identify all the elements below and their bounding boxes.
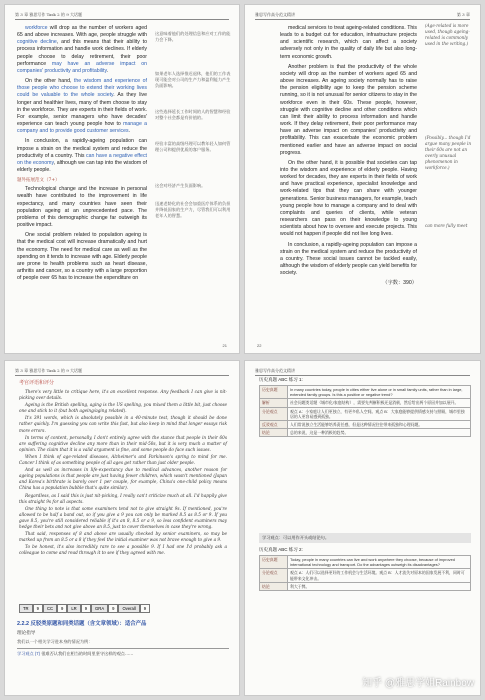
essay-paragraph (17, 25, 147, 75)
row-cell: 观点 A：人们可以选择更好的工作机会与生活环境。观点 B：人才流失对原本的国家发展不利，同时可能带来文化冲击。 (288, 569, 471, 582)
score-value: 9 (33, 604, 43, 613)
highlighted-phrase: cognitive decline (17, 39, 57, 46)
row-cell: In many countries today, people in cities either live alone or in small family units, rather than in large, extended family groups. Is this a positive or negative trend? (288, 386, 471, 399)
study-note: 学习观点：可以用作开头或结论句。 (259, 533, 471, 543)
comment-paragraph: Ageing is the British spelling, aging is the US spelling, you mixed them a little bit, just choose one and stick to it (but both ageing/aging related). (19, 402, 227, 414)
page-header (15, 366, 229, 376)
essay-body (17, 25, 147, 285)
comment-paragraph: It's 391 words, which is absolutely possible in a 40-minute test, though it should be done rather quickly. I'm guessing you can write this fast, but also keep in mind that longer essays risk more errors. (19, 415, 227, 433)
essay-paragraph (17, 138, 147, 174)
table-row (260, 421, 471, 429)
table-row (260, 556, 471, 569)
table-row (260, 569, 471, 582)
score-criterion: TR (19, 604, 33, 613)
row-cell: 人们常说独立生活能够培养责任感，但是这种情况往往带来孤独和心理问题。 (288, 421, 471, 429)
essay-body (280, 25, 417, 287)
text-run: . As they live longer and healthier lives, many of them choose to stay in the workforce. They are experts in their fields of work. For example, senior managers who have decades' experience can teach young people how to (17, 92, 147, 128)
row-cell: 观点 A：小家庭让人们更独立，有更多私人空间。观点 B：大家庭能够提供情感支持与照顾，城市里独居的人更容易感到孤独。 (288, 407, 471, 420)
book-page-bottom-right (244, 360, 481, 696)
row-cell: 总的来说，这是一种消极的趋势。 (288, 429, 471, 437)
table-row (260, 386, 471, 399)
score-criterion: Overall (118, 604, 139, 613)
watermark: 知乎 @雅思学姐Rainbow (362, 678, 474, 689)
row-header: 历史真题 (260, 386, 288, 399)
page-header (15, 10, 229, 20)
highlighted-phrase: manage a company and to provide good customer services (17, 121, 148, 135)
comment-paragraph: Regardless, as I said this is just nit-picking, I really can't criticize much at all. I'd happily give this straight 9s for all aspects. (19, 492, 227, 504)
side-note: (Age-related is more used, though ageing-related is commonly used in the writing.) (425, 23, 470, 46)
comment-paragraph: That said, responses of 8 and above are usually checked by senior examiners, so may be marked up from an 8.5 or a 8 if they feel the initial examiner was not brave enough to give a 9. (19, 531, 227, 543)
essay-paragraph: In conclusion, a rapidly-ageing population can impose a strain on the medical system and reduce the productivity of a country. These social issues cannot be tackled easily, although the wisdom of elderly people can yield benefits for society. (280, 241, 417, 277)
table-row (260, 399, 471, 407)
highlighted-phrase: the wisdom and experience of those people who choose to extend their working lives could be valuable to the whole society (17, 78, 147, 99)
row-header: 反驳观点 (260, 421, 288, 429)
side-note: (Possibly... though I'd argue many people in their 60s are not an overly unusual phenomenon in workforce.) (425, 135, 472, 170)
header-right: 第 3 章 (456, 12, 470, 17)
box-label: 学习观点 (7) (17, 651, 41, 656)
text-run: will drop as the number of workers aged 65 and above increases. With age, people struggle with (17, 25, 147, 39)
page-header (255, 10, 470, 20)
side-note: 迅速老龄化的社会会加重医疗体系的负担并降低国家的生产力，尽管我们可以利用老年人的智慧。 (155, 201, 231, 218)
text-run: , and this means that their ability to process information and handle work declines. If elderly people choose to delay retirement, their poor performance (17, 39, 147, 67)
side-note: 这会对经济产生负面影响。 (155, 183, 206, 188)
header-left: 雅思写作高分范文精讲 (255, 12, 295, 17)
book-page-top-left (4, 4, 240, 354)
side-note: can more fully meet (425, 223, 468, 228)
table-row (260, 407, 471, 420)
section-heading: 题外拓展范文（7+） (17, 178, 60, 184)
comment-paragraph: And as well as increases in life-expectancy due to medical advances, another reason for ageing populations is that people are just having fewer children, which wasn't mentioned (Japan and Korea's birthrate is barely over 1 per couple, for example, China's one-child policy means China has a population bubble that's quite similar). (19, 467, 227, 491)
exercise-caption: 历史真题 ABC 练习 2: (259, 547, 303, 552)
row-cell: 社会问题类话题（城市化/家庭结构），需要先判断积极还是消极，然后给出两个原因并加以展开。 (288, 399, 471, 407)
row-header: 结论 (260, 582, 288, 590)
essay-paragraph: Another problem is that the productivity of the whole society will drop as the number of workers aged 65 and above increases. An ageing society normally has to raise the pension eligibility age to keep the pension scheme running, so it is not unusual for senior citizens to stay in the workforce even in their 60s. These people, however, struggle with cognitive decline and other conditions which can limit their ability to process information and handle work. If they delay retirement, their poor performance may have an adverse impact on companies' productivity and profitability. This can exacerbate the economic problem mentioned earlier and have an adverse impact on social progress. (280, 63, 417, 156)
section-title: 2.2.2 反驳类原题和同类话题（含文章领域）：适合产品 (17, 621, 147, 627)
row-cell: Today, people in many countries can live and work anywhere they choose, because of improved international technology and transport. Do the advantages outweigh its disadvantages? (288, 556, 471, 569)
score-criterion: GRA (91, 604, 108, 613)
score-criterion: LR (67, 604, 80, 613)
exercise-table (259, 555, 471, 591)
row-header: 结论 (260, 429, 288, 437)
exercise-caption: 历史真题 ABC 练习 1: (259, 377, 303, 382)
text-run: . (128, 128, 131, 135)
table-row (260, 429, 471, 437)
comment-paragraph: One thing to note is that some examiners tend not to give straight 9s. If mentioned, you're allowed to be half a band out, so if you give a 9 you can only be marked 8.5 as 8.5 or 9. If you gave 8.5, you're still considered reliable if it's an 8, 8.5 or a 9, so less confident examiners may hedge their bets and not give above an 8.5, just to cover themselves in case they're wrong. (19, 505, 227, 529)
comment-paragraph: When I think of age-related diseases, Alzheimer's and Parkinson's spring to mind for me. Cancer I think of as something people of all ages get rather than just older people. (19, 453, 227, 466)
essay-paragraph: medical services to treat ageing-related conditions. This leads to a budget cut for education, infrastructure projects and scientific research, which can affect a society adversely not only in the quality of daily life but also long-term economic growth. (280, 25, 417, 60)
score-value: 9 (108, 604, 118, 613)
header-left: 第 3 章 雅思写作 Task 2 的 9 大话题 (15, 12, 83, 17)
essay-paragraph (17, 78, 147, 135)
text-run: In conclusion, a rapidly-ageing population can impose a strain on the medical system and reduce the productivity of a country. This (17, 138, 147, 159)
header-left: 第 3 章 雅思写作 Task 2 的 9 大话题 (15, 368, 83, 373)
exercise-table (259, 385, 471, 437)
text-run: . (106, 67, 109, 74)
side-note: 如果老年人选择推迟退休，他们的工作表现可能会对公司的生产力和盈利能力产生负面影响。 (155, 71, 231, 88)
page-header (255, 366, 470, 376)
side-note: 这些选择延长工作时间的人的智慧和经验对整个社会都是有价值的。 (155, 109, 231, 120)
study-box (17, 648, 229, 657)
row-cell: 利大于弊。 (288, 582, 471, 590)
header-left: 雅思写作高分范文精讲 (255, 368, 295, 373)
examiner-comment-body (19, 389, 227, 557)
score-value: 9 (81, 604, 91, 613)
word-count: （字数：390） (382, 280, 417, 287)
side-note: 经验丰富的高级经理可以教年轻人如何管理公司和提供优质的客户服务。 (155, 141, 231, 152)
intro-text: 我们以一个相关学习进本身的情况为例： (17, 639, 93, 644)
text-run: , although we can tap into the wisdom of elderly people. (17, 159, 147, 173)
comment-paragraph: In terms of content, personally, I don't entirely agree with the stance that people in their 60s are suffering cognitive decline any more than in their mid-50s, but it is very much a matter of opinion. The claim that it is a valid argument is fine, and some people do face such issues. (19, 434, 227, 452)
examiner-comment-title: 考官评语和评分 (19, 380, 55, 386)
book-page-top-right (244, 4, 481, 354)
page-number: 22 (257, 343, 262, 348)
highlighted-phrase: workforce (25, 25, 48, 31)
row-header: 解析 (260, 399, 288, 407)
highlighted-phrase: can have a negative effect on the economy (17, 152, 147, 166)
score-value: 9 (57, 604, 67, 613)
page-number: 21 (222, 343, 227, 348)
side-note: 这意味着他们的处理信息和应对工作的能力会下降。 (155, 31, 231, 42)
score-criterion: CC (43, 604, 57, 613)
table-row (260, 582, 471, 590)
text-run: On the other hand, (25, 78, 74, 85)
essay-paragraph: Technological change and the increase in personal wealth have contributed to the improvement in life expectancy, and many countries have seen their population ageing at an unprecedented pace. The problems of this demographic change far outweigh its positive impact. (17, 186, 147, 229)
row-header: 历史真题 (260, 556, 288, 569)
book-page-bottom-left (4, 360, 240, 696)
highlighted-phrase: may have an adverse impact on companies' productivity and profitability (17, 60, 147, 74)
row-header: 分论观点 (260, 569, 288, 582)
subheading: 理论指导 (17, 630, 36, 635)
essay-paragraph: One social problem related to population ageing is that the medical cost will increase dramatically and hurt the economy. The need for medical care as well as the spending on it tends to increase with age. Elderly people are prone to health problems such as heart disease, arthritis and cancer, so a country with a large proportion of people over 65 has to increase the expenditure on (17, 232, 147, 282)
comment-paragraph: To be honest, it's also incredibly rare to see a possible 9. If I had one I'd probably ask a colleague to come and read through it to see if they agreed with me. (19, 544, 227, 556)
row-header: 分论观点 (260, 407, 288, 420)
box-text: 很难否认我们在相当的时间里坚守这样的观点…… (41, 651, 134, 656)
score-table (19, 604, 150, 613)
essay-paragraph: On the other hand, it is possible that societies can tap into the wisdom and experience of elderly people. Having worked for decades, they are experts in their fields of work and have practical experience, specialist knowledge and work-related tips that they can share with younger generations. Senior business managers, for example, teach young people how to manage a company and to deal with complaints and queries of clients, while veteran researchers can pass on their knowledge to young scientists about how to oversee and execute projects. This would not happen if people did not live long lives. (280, 159, 417, 238)
comment-paragraph: There's very little to critique here, it's an excellent response. Any feedback I can give is nit-picking over details. (19, 389, 227, 401)
score-value: 9 (140, 604, 150, 613)
